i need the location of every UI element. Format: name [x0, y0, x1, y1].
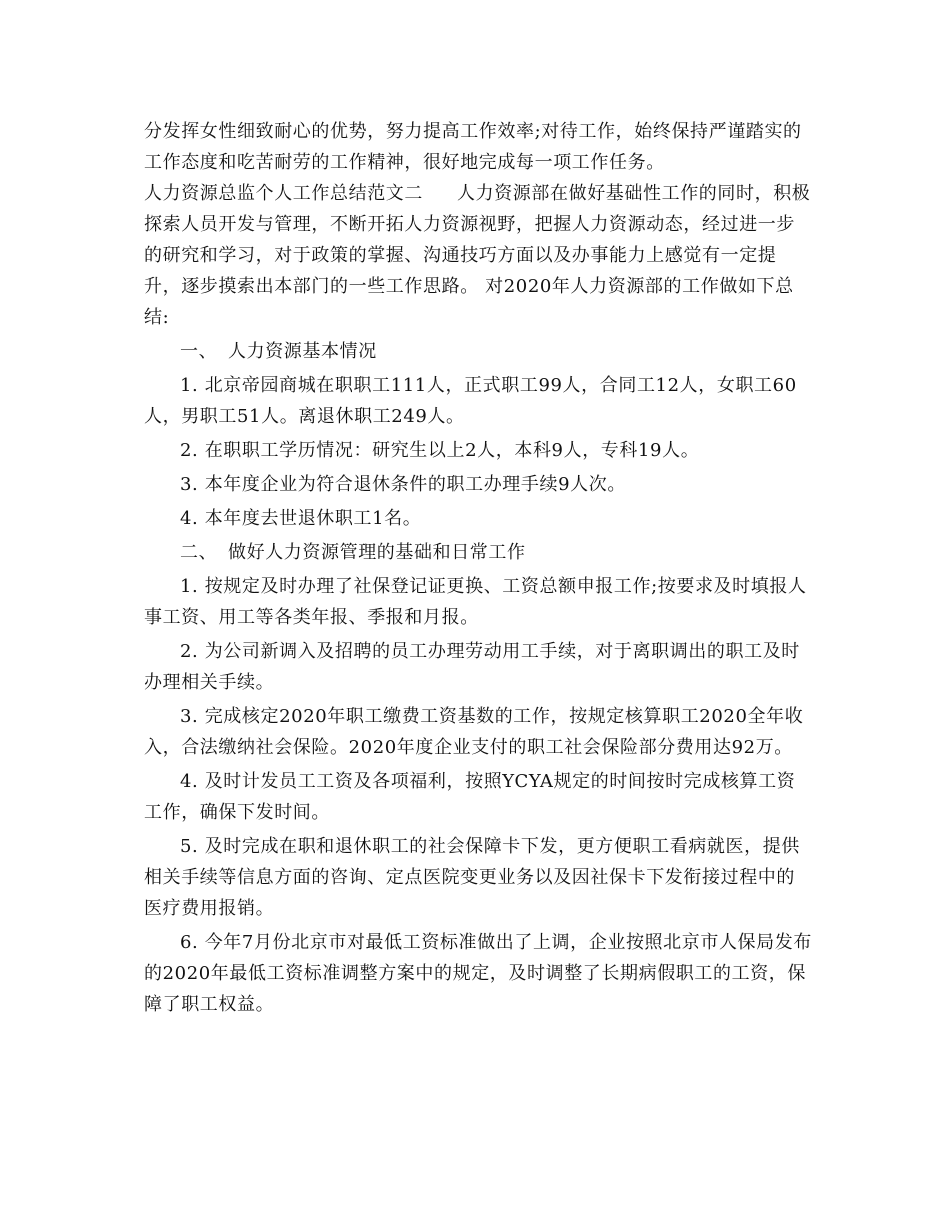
intro-text: 人力资源部在做好基础性工作的同时，积极探索人员开发与管理，不断开拓人力资源视野，把握人力资源动态，经过进一步的研究和学习，对于政策的掌握、沟通技巧方面以及办事能力上感觉有一定提升，逐步摸索出本部门的一些工作思路。 对2020年人力资源部的工作做如下总结:: [144, 183, 811, 328]
list-item: 2. 在职职工学历情况：研究生以上2人，本科9人，专科19人。: [180, 440, 700, 461]
section-title-inline: 人力资源总监个人工作总结范文二: [144, 183, 423, 204]
continued-paragraph: 分发挥女性细致耐心的优势，努力提高工作效率;对待工作，始终保持严谨踏实的工作态度和吃苦耐劳的工作精神，很好地完成每一项工作任务。: [144, 121, 802, 173]
intro-paragraph: [144, 178, 812, 333]
section-heading-1: [144, 336, 812, 367]
list-item: 1. 按规定及时办理了社保登记证更换、工资总额申报工作;按要求及时填报人事工资、用工等各类年报、季报和月报。: [144, 576, 807, 628]
section-number: 一、: [180, 341, 218, 362]
list-item: 2. 为公司新调入及招聘的员工办理劳动用工手续，对于离职调出的职工及时办理相关手续。: [144, 641, 800, 693]
document-body: [144, 116, 812, 1020]
section-title: 人力资源基本情况: [228, 341, 377, 362]
list-item: 4. 本年度去世退休职工1名。: [180, 508, 422, 529]
list-item: 5. 及时完成在职和退休职工的社会保障卡下发，更方便职工看病就医，提供相关手续等信息方面的咨询、定点医院变更业务以及因社保卡下发衔接过程中的医疗费用报销。: [144, 836, 800, 919]
section-title: 做好人力资源管理的基础和日常工作: [228, 542, 526, 563]
section-number: 二、: [180, 542, 218, 563]
list-item: 3. 完成核定2020年职工缴费工资基数的工作，按规定核算职工2020全年收入，合法缴纳社会保险。2020年度企业支付的职工社会保险部分费用达92万。: [144, 706, 804, 758]
list-item: 1. 北京帝园商城在职职工111人，正式职工99人，合同工12人，女职工60人，男职工51人。离退休职工249人。: [144, 375, 797, 427]
list-item: 3. 本年度企业为符合退休条件的职工办理手续9人次。: [180, 474, 626, 495]
section-heading-2: [144, 537, 812, 568]
list-item: 6. 今年7月份北京市对最低工资标准做出了上调，企业按照北京市人保局发布的2020年最低工资标准调整方案中的规定，及时调整了长期病假职工的工资，保障了职工权益。: [144, 932, 812, 1015]
list-item: 4. 及时计发员工工资及各项福利，按照YCYA规定的时间按时完成核算工资工作，确保下发时间。: [144, 771, 796, 823]
